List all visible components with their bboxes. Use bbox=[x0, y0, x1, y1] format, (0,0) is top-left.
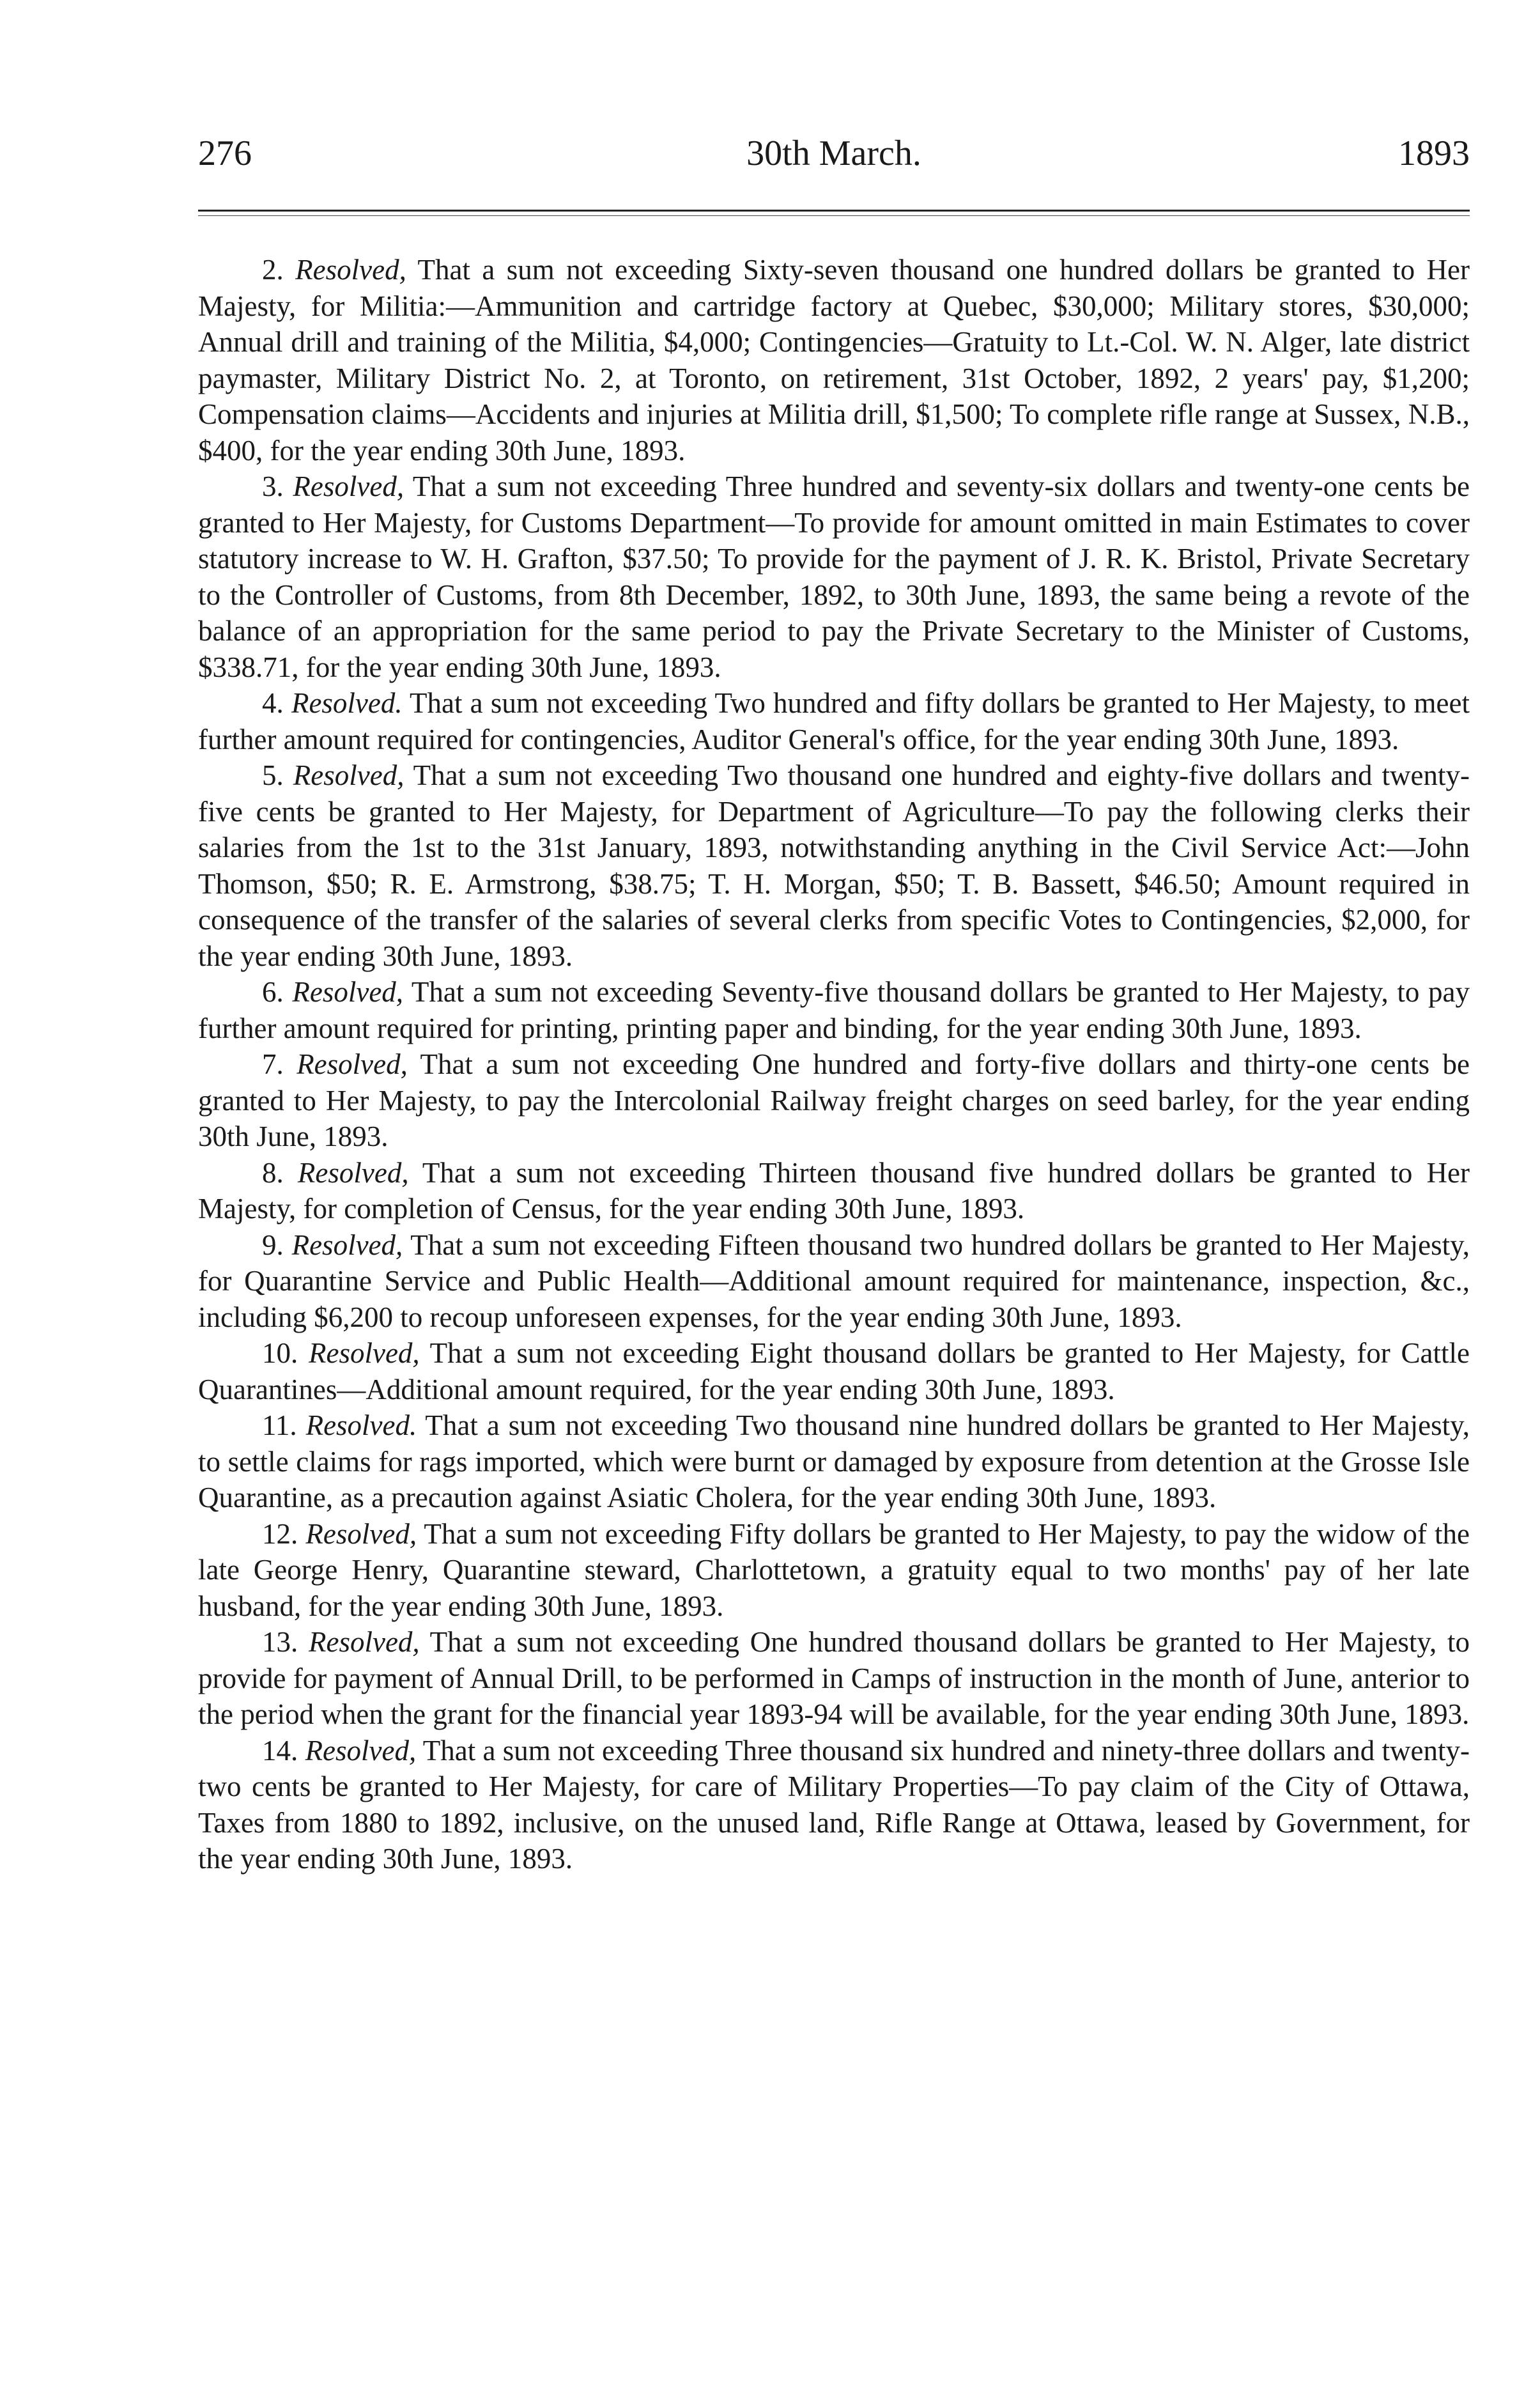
resolution-text: That a sum not exceeding Two hundred and fifty dollars be granted to Her Majesty, to meet further amount required for contingencies, Auditor General's office, for the year ending 30th June, 1893. bbox=[198, 687, 1470, 755]
page-date-title: 30th March. bbox=[746, 134, 921, 173]
resolution-number: 12. bbox=[262, 1517, 298, 1550]
resolution-text: That a sum not exceeding Three hundred and seventy-six dollars and twenty-one cents be granted to Her Majesty, for Customs Department—To provide for amount omitted in main Estimates to cover statutory increase to W. H. Grafton, $37.50; To provide for the payment of J. R. K. Bristol, Private Secretary to the Controller of Customs, from 8th December, 1892, to 30th June, 1893, the same being a revote of the balance of an appropriation for the same period to pay the Private Secretary to the Minister of Customs, $338.71, for the year ending 30th June, 1893. bbox=[198, 470, 1470, 683]
resolution-paragraph bbox=[198, 685, 1470, 757]
resolution-text: That a sum not exceeding Three thousand six hundred and ninety-three dollars and twenty-two cents be granted to Her Majesty, for care of Military Properties—To pay claim of the City of Ottawa, Taxes from 1880 to 1892, inclusive, on the unused land, Rifle Range at Ottawa, leased by Government, for the year ending 30th June, 1893. bbox=[198, 1734, 1470, 1875]
resolution-text: That a sum not exceeding Two thousand nine hundred dollars be granted to Her Majesty, to settle claims for rags imported, which were burnt or damaged by exposure from detention at the Grosse Isle Quarantine, as a precaution against Asiatic Cholera, for the year ending 30th June, 1893. bbox=[198, 1409, 1470, 1513]
page-header bbox=[198, 128, 1470, 179]
resolution-number: 4. bbox=[262, 687, 284, 719]
resolution-text: That a sum not exceeding Sixty-seven thousand one hundred dollars be granted to Her Majesty, for Militia:—Ammunition and cartridge factory at Quebec, $30,000; Military stores, $30,000; Annual drill and training of the Militia, $4,000; Contingencies—Gratuity to Lt.-Col. W. N. Alger, late district paymaster, Military District No. 2, at Toronto, on retirement, 31st October, 1892, 2 years' pay, $1,200; Compensation claims—Accidents and injuries at Militia drill, $1,500; To complete rifle range at Sussex, N.B., $400, for the year ending 30th June, 1893. bbox=[198, 254, 1470, 467]
resolution-text: That a sum not exceeding One hundred and forty-five dollars and thirty-one cents be granted to Her Majesty, to pay the Intercolonial Railway freight charges on seed barley, for the year ending 30th June, 1893. bbox=[198, 1048, 1470, 1152]
resolution-text: That a sum not exceeding One hundred thousand dollars be granted to Her Majesty, to provide for payment of Annual Drill, to be performed in Camps of instruction in the month of June, anterior to the period when the grant for the financial year 1893-94 will be available, for the year ending 30th June, 1893. bbox=[198, 1626, 1470, 1730]
resolution-paragraph bbox=[198, 1155, 1470, 1227]
resolutions-body bbox=[198, 252, 1470, 1877]
resolution-text: That a sum not exceeding Two thousand one hundred and eighty-five dollars and twenty-five cents be granted to Her Majesty, for Department of Agriculture—To pay the following clerks their salaries from the 1st to the 31st January, 1893, notwithstanding anything in the Civil Service Act:—John Thomson, $50; R. E. Armstrong, $38.75; T. H. Morgan, $50; T. B. Bassett, $46.50; Amount required in consequence of the transfer of the salaries of several clerks from specific Votes to Contingencies, $2,000, for the year ending 30th June, 1893. bbox=[198, 759, 1470, 972]
resolved-label: Resolved, bbox=[293, 759, 404, 791]
resolution-paragraph bbox=[198, 974, 1470, 1046]
resolved-label: Resolved. bbox=[305, 1409, 417, 1441]
resolved-label: Resolved, bbox=[305, 1734, 417, 1767]
resolution-number: 6. bbox=[262, 976, 284, 1008]
resolution-text: That a sum not exceeding Fifty dollars be granted to Her Majesty, to pay the widow of the late George Henry, Quarantine steward, Charlottetown, a gratuity equal to two months' pay of her late husband, for the year ending 30th June, 1893. bbox=[198, 1517, 1470, 1622]
page-number: 276 bbox=[198, 134, 252, 173]
resolved-label: Resolved, bbox=[292, 976, 404, 1008]
resolution-paragraph bbox=[198, 1733, 1470, 1877]
resolved-label: Resolved, bbox=[295, 254, 406, 286]
resolution-number: 2. bbox=[262, 254, 284, 286]
resolution-paragraph bbox=[198, 757, 1470, 974]
resolution-paragraph bbox=[198, 252, 1470, 468]
resolution-number: 8. bbox=[262, 1156, 284, 1189]
resolution-number: 9. bbox=[262, 1228, 284, 1261]
resolution-paragraph bbox=[198, 1335, 1470, 1407]
resolved-label: Resolved. bbox=[291, 687, 403, 719]
resolution-paragraph bbox=[198, 468, 1470, 685]
resolved-label: Resolved, bbox=[309, 1626, 420, 1658]
resolved-label: Resolved, bbox=[305, 1517, 417, 1550]
resolution-text: That a sum not exceeding Eight thousand dollars be granted to Her Majesty, for Cattle Quarantines—Additional amount required, for the year ending 30th June, 1893. bbox=[198, 1337, 1470, 1405]
resolved-label: Resolved, bbox=[291, 1228, 403, 1261]
resolved-label: Resolved, bbox=[297, 1156, 409, 1189]
resolution-number: 7. bbox=[262, 1048, 284, 1080]
resolution-paragraph bbox=[198, 1407, 1470, 1516]
document-page bbox=[198, 128, 1470, 1877]
resolved-label: Resolved, bbox=[296, 1048, 408, 1080]
resolution-number: 10. bbox=[262, 1337, 298, 1369]
resolution-paragraph bbox=[198, 1624, 1470, 1733]
resolution-number: 5. bbox=[262, 759, 284, 791]
resolution-paragraph bbox=[198, 1227, 1470, 1336]
resolution-paragraph bbox=[198, 1046, 1470, 1155]
resolution-text: That a sum not exceeding Thirteen thousand five hundred dollars be granted to Her Majesty, for completion of Census, for the year ending 30th June, 1893. bbox=[198, 1156, 1470, 1225]
page-year: 1893 bbox=[1398, 134, 1470, 173]
resolution-text: That a sum not exceeding Fifteen thousand two hundred dollars be granted to Her Majesty, for Quarantine Service and Public Health—Additional amount required for maintenance, inspection, &c., including $6,200 to recoup unforeseen expenses, for the year ending 30th June, 1893. bbox=[198, 1228, 1470, 1333]
resolution-text: That a sum not exceeding Seventy-five thousand dollars be granted to Her Majesty, to pay further amount required for printing, printing paper and binding, for the year ending 30th June, 1893. bbox=[198, 976, 1470, 1044]
resolved-label: Resolved, bbox=[293, 470, 404, 502]
resolution-number: 14. bbox=[262, 1734, 298, 1767]
resolution-paragraph bbox=[198, 1516, 1470, 1625]
resolved-label: Resolved, bbox=[309, 1337, 420, 1369]
resolution-number: 11. bbox=[262, 1409, 297, 1441]
header-rule bbox=[198, 210, 1470, 216]
resolution-number: 13. bbox=[262, 1626, 298, 1658]
resolution-number: 3. bbox=[262, 470, 284, 502]
